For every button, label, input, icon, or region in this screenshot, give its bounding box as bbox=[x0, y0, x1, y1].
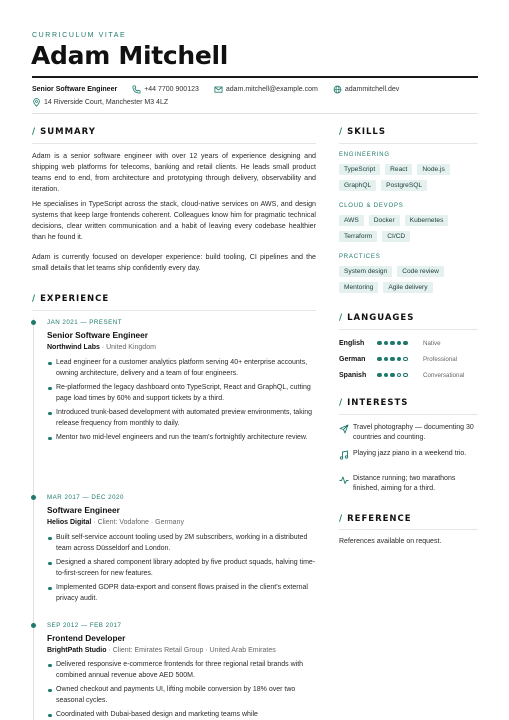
skill-chip: Terraform bbox=[339, 231, 377, 242]
skill-chip: Mentoring bbox=[339, 282, 378, 293]
skill-chip: React bbox=[385, 164, 412, 175]
skill-chip: CI/CD bbox=[382, 231, 410, 242]
languages-heading: / LANGUAGES bbox=[339, 313, 415, 323]
skill-chip: PostgreSQL bbox=[381, 180, 427, 191]
job-title: Software Engineer bbox=[47, 505, 120, 515]
job-role: Senior Software Engineer bbox=[32, 85, 118, 93]
job-title: Frontend Developer bbox=[47, 633, 126, 643]
skill-chip: Node.js bbox=[417, 164, 449, 175]
skill-chip: Docker bbox=[369, 215, 400, 226]
phone-icon bbox=[132, 85, 141, 94]
language-level: Professional bbox=[423, 355, 458, 363]
skill-group-label: CLOUD & DEVOPS bbox=[339, 203, 404, 209]
skill-group-label: ENGINEERING bbox=[339, 152, 390, 158]
timeline-dot bbox=[31, 623, 36, 628]
proficiency-dots bbox=[377, 341, 423, 346]
languages-rule bbox=[339, 329, 478, 330]
proficiency-dot bbox=[397, 357, 402, 362]
job-date: JAN 2021 — PRESENT bbox=[47, 319, 123, 326]
list-item: Owned checkout and payments UI, lifting mobile conversion by 18% over two seasonal cycles. bbox=[47, 685, 317, 706]
language-row bbox=[339, 370, 464, 380]
job-date: MAR 2017 — DEC 2020 bbox=[47, 494, 124, 501]
interests-heading: / INTERESTS bbox=[339, 398, 409, 408]
language-row bbox=[339, 338, 441, 348]
proficiency-dot bbox=[403, 357, 408, 362]
summary-paragraph: He specialises in TypeScript across the stack, cloud-native services on AWS, and design systems that keep large frontends coherent. Colleagues know him for pragmatic technical decisions, clear written communication and a habit of leaving every codebase healthier than he found it. bbox=[32, 200, 316, 241]
document-tag: CURRICULUM VITAE bbox=[32, 32, 127, 39]
list-item: Built self-service account tooling used by 2M subscribers, working in a distributed team across Düsseldorf and London. bbox=[47, 533, 317, 554]
skill-chip: GraphQL bbox=[339, 180, 376, 191]
job-company: BrightPath Studio · Client: Emirates Retail Group · United Arab Emirates bbox=[47, 647, 276, 654]
list-item: Designed a shared component library adopted by five product squads, halving time-to-first-screen for new features. bbox=[47, 558, 317, 579]
job-title: Senior Software Engineer bbox=[47, 330, 148, 340]
skill-chips bbox=[339, 164, 479, 191]
skill-chips bbox=[339, 215, 479, 242]
list-item: Re-platformed the legacy dashboard onto TypeScript, React and GraphQL, cutting page load times by 60% and support tickets by a third. bbox=[47, 383, 317, 404]
proficiency-dot bbox=[384, 373, 389, 378]
contact-bar bbox=[32, 84, 414, 94]
interest-item: Travel photography — documenting 30 countries and counting. bbox=[339, 423, 479, 443]
language-row bbox=[339, 354, 457, 364]
music-note-icon bbox=[339, 450, 349, 460]
proficiency-dot bbox=[403, 341, 408, 346]
language-name: German bbox=[339, 355, 366, 363]
email-contact[interactable] bbox=[214, 85, 318, 94]
skills-heading: / SKILLS bbox=[339, 127, 386, 137]
list-item: Implemented GDPR data-export and consent flows praised in the client's external privacy audit. bbox=[47, 583, 317, 604]
activity-pulse-icon bbox=[339, 475, 349, 485]
phone-number: +44 7700 900123 bbox=[144, 85, 199, 93]
summary-paragraph: Adam is a senior software engineer with over 12 years of experience designing and shipping web platforms for telecoms, banking and retail clients. He leads small product teams end to end, from architecture and prototyping through delivery, observability and iteration. bbox=[32, 152, 316, 193]
summary-rule bbox=[32, 143, 316, 144]
reference-text: References available on request. bbox=[339, 538, 442, 545]
summary-paragraph: Adam is currently focused on developer experience: build tooling, CI pipelines and the small details that let teams ship confidently every day. bbox=[32, 253, 316, 272]
proficiency-dot bbox=[390, 373, 395, 378]
timeline-dot bbox=[31, 320, 36, 325]
skill-chip: Kubernetes bbox=[405, 215, 449, 226]
proficiency-dot bbox=[384, 357, 389, 362]
skill-chip: System design bbox=[339, 266, 392, 277]
website-url: adammitchell.dev bbox=[344, 85, 400, 93]
interest-item: Playing jazz piano in a weekend trio. bbox=[339, 449, 479, 460]
list-item: Introduced trunk-based development with automated preview environments, taking release frequency from monthly to daily. bbox=[47, 408, 317, 429]
header-divider bbox=[32, 76, 478, 78]
list-item: Lead engineer for a customer analytics platform serving 40+ enterprise accounts, owning architecture, delivery and a team of four engineers. bbox=[47, 358, 317, 379]
phone-contact[interactable] bbox=[132, 85, 199, 94]
proficiency-dot bbox=[377, 357, 382, 362]
website-contact[interactable] bbox=[333, 85, 399, 94]
candidate-name: Adam Mitchell bbox=[31, 41, 229, 70]
list-item: Coordinated with Dubai-based design and marketing teams while bbox=[47, 710, 317, 720]
globe-icon bbox=[333, 85, 342, 94]
language-name: English bbox=[339, 339, 365, 347]
skill-chip: AWS bbox=[339, 215, 364, 226]
experience-heading: / EXPERIENCE bbox=[32, 294, 110, 304]
location-pin-icon bbox=[32, 98, 41, 107]
proficiency-dot bbox=[377, 373, 382, 378]
skill-chip: TypeScript bbox=[339, 164, 380, 175]
proficiency-dots bbox=[377, 357, 423, 362]
email-address: adam.mitchell@example.com bbox=[225, 85, 318, 93]
job-company: Northwind Labs · United Kingdom bbox=[47, 344, 156, 351]
proficiency-dot bbox=[403, 373, 408, 378]
skill-chips bbox=[339, 266, 479, 293]
job-company: Helios Digital · Client: Vodafone · Germany bbox=[47, 519, 184, 526]
interests-rule bbox=[339, 414, 478, 415]
list-item: Mentor two mid-level engineers and run the team's fortnightly architecture review. bbox=[47, 433, 317, 444]
proficiency-dot bbox=[390, 341, 395, 346]
proficiency-dot bbox=[377, 341, 382, 346]
experience-timeline bbox=[33, 318, 34, 720]
list-item: Delivered responsive e-commerce frontends for three regional retail brands with combined annual revenue above AED 500M. bbox=[47, 660, 317, 681]
language-level: Conversational bbox=[423, 371, 465, 379]
interest-item: Distance running; two marathons finished, aiming for a third. bbox=[339, 474, 479, 494]
proficiency-dot bbox=[390, 357, 395, 362]
proficiency-dot bbox=[384, 341, 389, 346]
reference-rule bbox=[339, 529, 478, 530]
summary-heading: / SUMMARY bbox=[32, 127, 96, 137]
job-date: SEP 2012 — FEB 2017 bbox=[47, 622, 122, 629]
language-name: Spanish bbox=[339, 371, 367, 379]
address-text: 14 Riverside Court, Manchester M3 4LZ bbox=[44, 99, 169, 106]
job-bullets bbox=[47, 660, 317, 720]
reference-heading: / REFERENCE bbox=[339, 514, 412, 524]
job-bullets bbox=[47, 358, 317, 448]
language-level: Native bbox=[423, 339, 441, 347]
mail-icon bbox=[214, 85, 223, 94]
proficiency-dot bbox=[397, 373, 402, 378]
paper-plane-icon bbox=[339, 424, 349, 434]
skill-group-label: PRACTICES bbox=[339, 254, 381, 260]
proficiency-dots bbox=[377, 373, 423, 378]
experience-rule bbox=[32, 310, 316, 311]
contact-divider bbox=[32, 113, 478, 114]
address-line bbox=[32, 98, 168, 107]
job-bullets bbox=[47, 533, 317, 608]
timeline-dot bbox=[31, 495, 36, 500]
skill-chip: Code review bbox=[397, 266, 444, 277]
skill-chip: Agile delivery bbox=[383, 282, 432, 293]
proficiency-dot bbox=[397, 341, 402, 346]
skills-rule bbox=[339, 143, 478, 144]
